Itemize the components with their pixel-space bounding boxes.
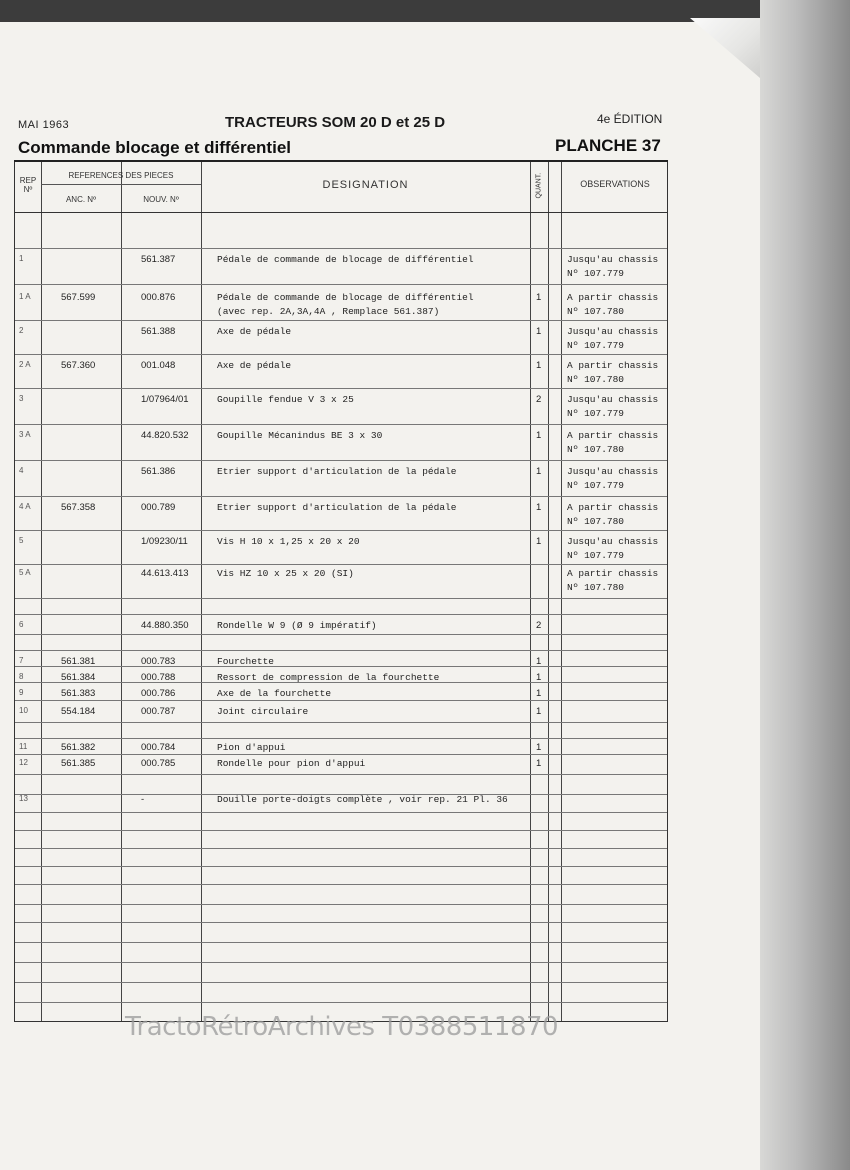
row-rule (15, 496, 667, 497)
row-rule (15, 982, 667, 983)
row-rep: 8 (19, 672, 24, 681)
row-nouv-number: 000.786 (141, 688, 176, 699)
subheader-rule (41, 184, 201, 185)
row-rule (15, 1002, 667, 1003)
row-rule (15, 904, 667, 905)
row-observation-detail: Nº 107.780 (567, 516, 625, 527)
row-rule (15, 942, 667, 943)
row-rep: 4 (19, 466, 24, 475)
row-observation: A partir chassis (567, 430, 659, 441)
row-rule (15, 700, 667, 701)
row-rep: 5 A (19, 568, 31, 577)
row-anc-number: 561.385 (61, 758, 96, 769)
row-designation: Fourchette (217, 656, 275, 667)
row-observation-detail: Nº 107.779 (567, 408, 625, 419)
row-observation-detail: Nº 107.779 (567, 550, 625, 561)
row-rep: 4 A (19, 502, 31, 511)
row-nouv-number: 000.784 (141, 742, 176, 753)
row-quantity: 1 (536, 326, 542, 337)
row-rule (15, 848, 667, 849)
col-header-designation: DESIGNATION (322, 179, 409, 191)
row-rule (15, 460, 667, 461)
row-anc-number: 567.360 (61, 360, 96, 371)
row-rule (15, 598, 667, 599)
row-observation: Jusqu'au chassis (567, 394, 659, 405)
row-rule (15, 354, 667, 355)
col-header-references: REFERENCES DES PIECES (68, 171, 174, 180)
row-observation: Jusqu'au chassis (567, 466, 659, 477)
header-rule (15, 212, 667, 213)
row-designation: Rondelle pour pion d'appui (217, 758, 366, 769)
row-rule (15, 774, 667, 775)
row-quantity: 2 (536, 620, 542, 631)
row-nouv-number: 44.820.532 (141, 430, 189, 441)
col-header-anc: ANC. Nº (65, 195, 97, 204)
row-anc-number: 567.599 (61, 292, 96, 303)
row-nouv-number: 44.880.350 (141, 620, 189, 631)
row-nouv-number: 001.048 (141, 360, 176, 371)
page-edge-shadow (760, 0, 850, 1170)
row-rule (15, 248, 667, 249)
row-anc-number: 561.381 (61, 656, 96, 667)
row-rule (15, 564, 667, 565)
row-observation: A partir chassis (567, 292, 659, 303)
row-rule (15, 388, 667, 389)
row-rep: 2 (19, 326, 24, 335)
row-designation: Ressort de compression de la fourchette (217, 672, 440, 683)
row-rep: 12 (19, 758, 28, 767)
col-divider (201, 162, 202, 1021)
row-rep: 1 A (19, 292, 31, 301)
row-observation: A partir chassis (567, 360, 659, 371)
row-nouv-number: 000.789 (141, 502, 176, 513)
row-quantity: 1 (536, 502, 542, 513)
col-header-quant: QUANT. (535, 172, 543, 199)
row-rule (15, 650, 667, 651)
col-divider (561, 162, 562, 1021)
row-observation: A partir chassis (567, 502, 659, 513)
row-rule (15, 666, 667, 667)
parts-table (14, 162, 668, 1022)
row-quantity: 1 (536, 466, 542, 477)
row-rule (15, 614, 667, 615)
row-rule (15, 424, 667, 425)
row-anc-number: 561.382 (61, 742, 96, 753)
row-designation: Axe de pédale (217, 326, 292, 337)
col-divider (41, 162, 42, 1021)
row-nouv-number: 44.613.413 (141, 568, 189, 579)
col-divider (530, 162, 531, 1021)
row-quantity: 1 (536, 430, 542, 441)
row-nouv-number: 1/07964/01 (141, 394, 189, 405)
row-anc-number: 561.384 (61, 672, 96, 683)
row-designation: Axe de la fourchette (217, 688, 332, 699)
row-observation-detail: Nº 107.779 (567, 268, 625, 279)
row-nouv-number: 1/09230/11 (141, 536, 188, 547)
row-quantity: 1 (536, 688, 542, 699)
row-rule (15, 530, 667, 531)
col-header-observations: OBSERVATIONS (580, 179, 650, 189)
row-designation: Etrier support d'articulation de la pédale (217, 502, 457, 513)
row-designation: Douille porte-doigts complète , voir rep. 21 Pl. 36 (217, 794, 508, 805)
row-nouv-number: 561.387 (141, 254, 176, 265)
row-rule (15, 884, 667, 885)
row-observation-detail: Nº 107.780 (567, 444, 625, 455)
row-rep: 7 (19, 656, 24, 665)
row-rep: 2 A (19, 360, 31, 369)
col-header-rep: REP Nº (19, 176, 37, 194)
row-nouv-number: 000.785 (141, 758, 176, 769)
plate-number: PLANCHE 37 (555, 136, 661, 155)
row-rule (15, 738, 667, 739)
header-edition: 4e ÉDITION (597, 112, 663, 126)
col-divider (121, 162, 122, 1021)
row-anc-number: 561.383 (61, 688, 96, 699)
row-rep: 3 (19, 394, 24, 403)
row-anc-number: 567.358 (61, 502, 96, 513)
row-quantity: 2 (536, 394, 542, 405)
row-observation-detail: Nº 107.780 (567, 582, 625, 593)
row-rule (15, 754, 667, 755)
row-designation: Goupille fendue V 3 x 25 (217, 394, 354, 405)
row-rep: 6 (19, 620, 24, 629)
row-rep: 9 (19, 688, 24, 697)
row-observation: A partir chassis (567, 568, 659, 579)
col-header-nouv: NOUV. Nº (143, 195, 179, 204)
row-nouv-number: 561.388 (141, 326, 176, 337)
row-designation: Joint circulaire (217, 706, 309, 717)
row-rule (15, 320, 667, 321)
row-designation: Pion d'appui (217, 742, 286, 753)
row-nouv-number: 000.788 (141, 672, 176, 683)
row-nouv-number: 000.787 (141, 706, 176, 717)
row-rep: 10 (19, 706, 28, 715)
row-rule (15, 830, 667, 831)
row-quantity: 1 (536, 672, 542, 683)
row-rep: 13 (19, 794, 28, 803)
sheet-title: Commande blocage et différentiel (18, 138, 291, 157)
row-nouv-number: 000.783 (141, 656, 176, 667)
row-quantity: 1 (536, 656, 542, 667)
row-designation-detail: (avec rep. 2A,3A,4A , Remplace 561.387) (217, 306, 440, 317)
row-rep: 11 (19, 742, 28, 751)
row-rep: 1 (19, 254, 24, 263)
row-observation: Jusqu'au chassis (567, 326, 659, 337)
watermark: TractoRétroArchives T0388511870 (125, 1012, 559, 1042)
row-rule (15, 866, 667, 867)
row-rule (15, 634, 667, 635)
row-designation: Rondelle W 9 (Ø 9 impératif) (217, 620, 377, 631)
row-quantity: 1 (536, 536, 542, 547)
col-divider (548, 162, 549, 1021)
row-nouv-number: 561.386 (141, 466, 176, 477)
row-designation: Vis HZ 10 x 25 x 20 (SI) (217, 568, 354, 579)
row-anc-number: 554.184 (61, 706, 96, 717)
row-designation: Goupille Mécanindus BE 3 x 30 (217, 430, 383, 441)
header-date: MAI 1963 (18, 119, 70, 131)
row-nouv-number: 000.876 (141, 292, 176, 303)
row-quantity: 1 (536, 758, 542, 769)
row-rep: 5 (19, 536, 24, 545)
row-observation-detail: Nº 107.779 (567, 340, 625, 351)
row-rep: 3 A (19, 430, 31, 439)
row-nouv-number: - (141, 794, 145, 805)
row-rule (15, 812, 667, 813)
row-observation-detail: Nº 107.780 (567, 306, 625, 317)
row-designation: Vis H 10 x 1,25 x 20 x 20 (217, 536, 360, 547)
row-designation: Pédale de commande de blocage de différentiel (217, 292, 474, 303)
row-rule (15, 284, 667, 285)
row-designation: Etrier support d'articulation de la pédale (217, 466, 457, 477)
row-rule (15, 722, 667, 723)
row-designation: Pédale de commande de blocage de différentiel (217, 254, 474, 265)
row-observation-detail: Nº 107.780 (567, 374, 625, 385)
row-observation: Jusqu'au chassis (567, 254, 659, 265)
row-quantity: 1 (536, 742, 542, 753)
row-rule (15, 922, 667, 923)
row-quantity: 1 (536, 292, 542, 303)
row-observation: Jusqu'au chassis (567, 536, 659, 547)
row-rule (15, 962, 667, 963)
row-observation-detail: Nº 107.779 (567, 480, 625, 491)
row-quantity: 1 (536, 360, 542, 371)
row-quantity: 1 (536, 706, 542, 717)
row-designation: Axe de pédale (217, 360, 292, 371)
header-title: TRACTEURS SOM 20 D et 25 D (225, 114, 446, 131)
